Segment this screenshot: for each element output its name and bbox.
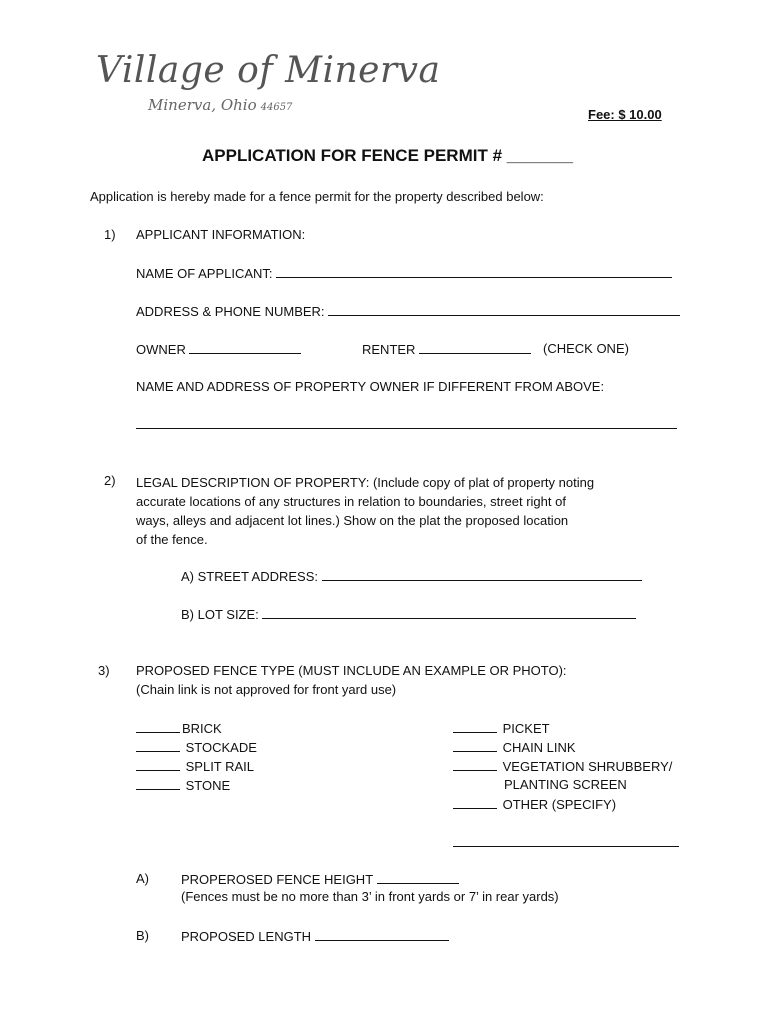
street-address-row — [181, 568, 642, 584]
option-label: PICKET — [502, 721, 550, 736]
option-stone — [136, 777, 230, 793]
property-owner-label: NAME AND ADDRESS OF PROPERTY OWNER IF DIFFERENT FROM ABOVE: — [136, 379, 605, 394]
option-vegetation-continuation: PLANTING SCREEN — [504, 777, 627, 792]
option-chain-link — [453, 739, 576, 755]
fence-type-heading: PROPOSED FENCE TYPE (MUST INCLUDE AN EXAMPLE OR PHOTO): — [136, 663, 567, 678]
fence-height-row — [181, 871, 459, 887]
option-split-rail — [136, 758, 254, 774]
fence-length-row — [181, 928, 449, 944]
picket-check-field[interactable] — [453, 720, 497, 733]
applicant-name-field[interactable] — [276, 265, 672, 278]
fence-length-label: PROPOSED LENGTH — [181, 929, 312, 944]
intro-text: Application is hereby made for a fence permit for the property described below: — [90, 189, 544, 204]
option-picket — [453, 720, 550, 736]
other-check-field[interactable] — [453, 796, 497, 809]
owner-check-field[interactable] — [189, 341, 301, 354]
village-logo-title: Village of Minerva — [96, 50, 441, 91]
option-label: SPLIT RAIL — [185, 759, 255, 774]
split-rail-check-field[interactable] — [136, 758, 180, 771]
option-stockade — [136, 739, 257, 755]
section-3-number: 3) — [98, 663, 110, 678]
fence-height-field[interactable] — [377, 871, 459, 884]
stone-check-field[interactable] — [136, 777, 180, 790]
lot-size-field[interactable] — [262, 606, 636, 619]
renter-check-field[interactable] — [419, 341, 531, 354]
applicant-name-label: NAME OF APPLICANT: — [136, 266, 273, 281]
address-phone-field[interactable] — [328, 303, 680, 316]
option-label: OTHER (SPECIFY) — [502, 797, 617, 812]
form-title: APPLICATION FOR FENCE PERMIT # _______ — [202, 146, 573, 165]
vegetation-check-field[interactable] — [453, 758, 497, 771]
property-owner-field[interactable] — [136, 428, 677, 429]
lot-size-row — [181, 606, 636, 622]
option-brick — [136, 720, 222, 736]
brick-check-field[interactable] — [136, 720, 180, 733]
legal-description-line: LEGAL DESCRIPTION OF PROPERTY: (Include copy of plat of property noting — [136, 475, 595, 490]
section-1-number: 1) — [104, 227, 116, 242]
address-phone-label: ADDRESS & PHONE NUMBER: — [136, 304, 325, 319]
stockade-check-field[interactable] — [136, 739, 180, 752]
option-vegetation — [453, 758, 672, 774]
legal-description-text — [136, 473, 616, 549]
address-phone-row — [136, 303, 680, 319]
street-address-field[interactable] — [322, 568, 642, 581]
applicant-name-row — [136, 265, 672, 281]
owner-row — [136, 341, 301, 357]
legal-description-line: of the fence. — [136, 532, 208, 547]
length-letter: B) — [136, 928, 149, 943]
option-other — [453, 796, 616, 812]
option-label: STOCKADE — [185, 740, 257, 755]
renter-label: RENTER — [362, 342, 416, 357]
option-label: STONE — [185, 778, 231, 793]
option-label: BRICK — [182, 721, 222, 736]
lot-size-label: B) LOT SIZE: — [181, 607, 259, 622]
height-letter: A) — [136, 871, 149, 886]
section-2-number: 2) — [104, 473, 116, 488]
street-address-label: A) STREET ADDRESS: — [181, 569, 319, 584]
logo-city: Minerva, Ohio — [148, 96, 257, 114]
legal-description-line: ways, alleys and adjacent lot lines.) Show on the plat the proposed location — [136, 513, 569, 528]
chain-link-check-field[interactable] — [453, 739, 497, 752]
fence-type-subheading: (Chain link is not approved for front yard use) — [136, 682, 397, 697]
legal-description-line: accurate locations of any structures in relation to boundaries, street right of — [136, 494, 566, 509]
owner-label: OWNER — [136, 342, 186, 357]
option-label: VEGETATION SHRUBBERY/ — [502, 759, 673, 774]
fence-height-note: (Fences must be no more than 3’ in front yards or 7’ in rear yards) — [181, 889, 559, 904]
fence-length-field[interactable] — [315, 928, 449, 941]
other-specify-field[interactable] — [453, 846, 679, 847]
village-logo-subtitle — [148, 96, 292, 114]
fee-label: Fee: $ 10.00 — [588, 107, 662, 122]
option-label: CHAIN LINK — [502, 740, 576, 755]
check-one-note: (CHECK ONE) — [543, 341, 629, 356]
logo-zip: 44657 — [260, 102, 293, 113]
renter-row — [362, 341, 531, 357]
fence-height-label: PROPEROSED FENCE HEIGHT — [181, 872, 373, 887]
section-1-heading: APPLICANT INFORMATION: — [136, 227, 306, 242]
